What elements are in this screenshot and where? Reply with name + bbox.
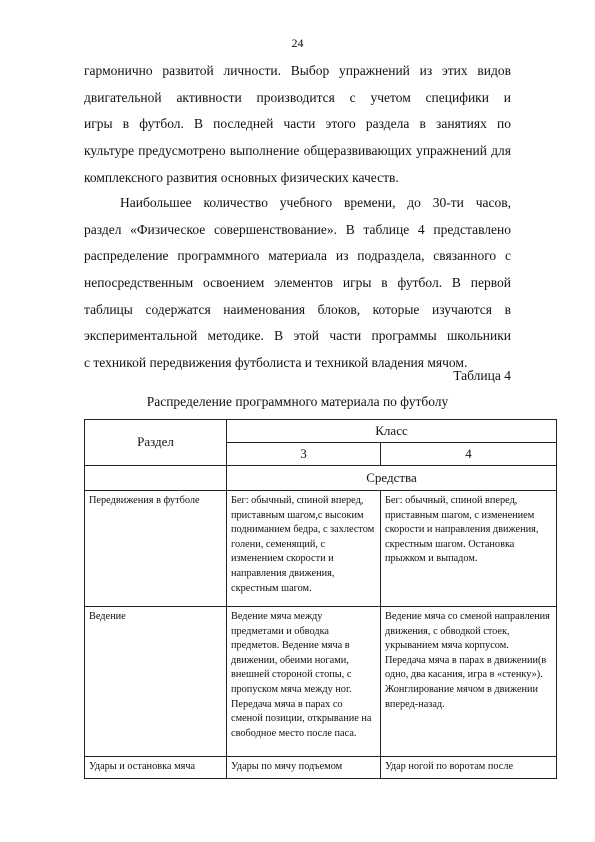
table-title: Распределение программного материала по футболу [146, 394, 449, 409]
text-line: с техникой передвижения футболиста и техникой владения мячом. [84, 355, 468, 371]
grade-3-cell: Ведение мяча между предметами и обводка предметов. Ведение мяча в движении, обеими ногами, внешней стороной стопы, с пропуском мяча между ног. Передача мяча в парах со сменой позиции, открывание на свободное место после паса. [227, 607, 381, 757]
paragraph-2 [84, 190, 511, 377]
text-line: распределение программного материала из подраздела, связанного с [84, 248, 511, 264]
header-grade-3: 3 [227, 443, 381, 466]
text-line: раздел «Физическое совершенствование». В таблице 4 представлено [84, 221, 511, 237]
text-line: таблицы содержатся наименования блоков, которые изучаются в [84, 301, 511, 317]
text-line: гармонично развитой личности. Выбор упражнений из этих видов [84, 63, 511, 78]
grade-3-cell: Удары по мячу подъемом [227, 757, 381, 779]
grade-4-cell: Бег: обычный, спиной вперед, приставным шагом, с изменением скорости и направления движения, скрестным шагом. Остановка прыжком и выпадом. [381, 491, 557, 607]
header-means: Средства [227, 466, 557, 491]
table-label: Таблица 4 [453, 368, 511, 383]
text-line: комплексного развития основных физических качеств. [84, 169, 399, 185]
section-cell: Удары и остановка мяча [85, 757, 227, 779]
text-line: игры в футбол. В последней части этого раздела в занятиях по [84, 116, 511, 132]
text-line: экспериментальной методике. В этой части программы школьники [84, 328, 511, 344]
table-row [85, 491, 557, 607]
grade-3-cell: Бег: обычный, спиной вперед, приставным шагом,с высоким подниманием бедра, с захлестом голени, семенящий, с изменением скорости и направления движения, скрестным шагом. [227, 491, 381, 607]
header-section: Раздел [85, 420, 227, 466]
grade-4-cell: Удар ногой по воротам после [381, 757, 557, 779]
table-row [85, 607, 557, 757]
text-line: непосредственным освоением элементов игры в футбол. В первой [84, 275, 511, 291]
header-class: Класс [227, 420, 557, 443]
section-cell: Передвижения в футболе [85, 491, 227, 607]
text-line: Наибольшее количество учебного времени, до 30-ти часов, [120, 195, 511, 210]
header-grade-4: 4 [381, 443, 557, 466]
paragraph-1 [84, 58, 511, 191]
table-row [85, 757, 557, 779]
page-number: 24 [291, 36, 304, 50]
program-table [84, 419, 557, 779]
section-cell: Ведение [85, 607, 227, 757]
grade-4-cell: Ведение мяча со сменой направления движения, с обводкой стоек, укрыванием мяча корпусом. Передача мяча в парах в движении(в одно, два касания, игра в «стенку»). Жонглирование мячом в движении вперед-назад. [381, 607, 557, 757]
text-line: культуре предусмотрено выполнение общеразвивающих упражнений для [84, 143, 511, 159]
header-empty-cell [85, 466, 227, 491]
text-line: двигательной активности производится с учетом специфики и [84, 89, 511, 105]
